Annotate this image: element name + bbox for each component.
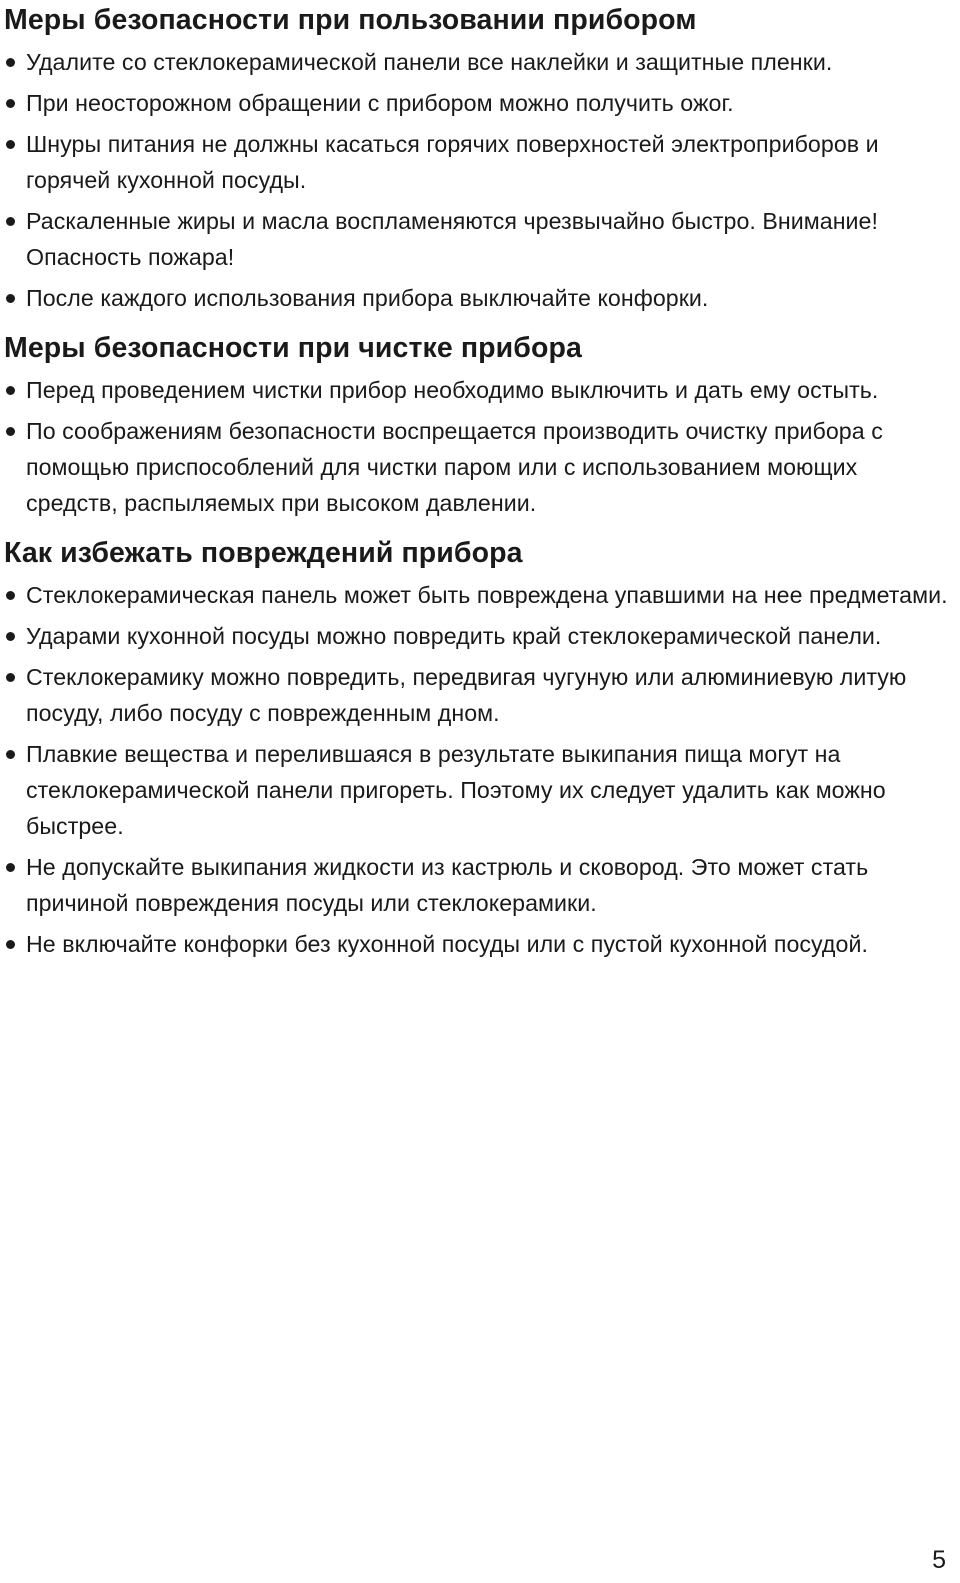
bullet-list	[4, 372, 954, 521]
bullet-icon	[6, 217, 15, 226]
section-usage-safety	[4, 2, 954, 316]
list-item	[4, 413, 954, 521]
list-item	[4, 372, 954, 408]
section-cleaning-safety	[4, 330, 954, 521]
list-item	[4, 659, 954, 731]
list-item	[4, 126, 954, 198]
list-item	[4, 577, 954, 613]
bullet-icon	[6, 294, 15, 303]
bullet-icon	[6, 863, 15, 872]
section-title: Меры безопасности при чистке прибора	[4, 332, 582, 364]
list-item	[4, 618, 954, 654]
list-item	[4, 280, 954, 316]
bullet-icon	[6, 750, 15, 759]
list-item	[4, 736, 954, 844]
bullet-icon	[6, 940, 15, 949]
list-item-text: Стеклокерамику можно повредить, передвигая чугуную или алюминиевую литую посуду, либо посуду с поврежденным дном.	[26, 664, 907, 726]
bullet-icon	[6, 99, 15, 108]
list-item-text: Ударами кухонной посуды можно повредить край стеклокерамической панели.	[26, 623, 882, 649]
bullet-list	[4, 44, 954, 316]
bullet-icon	[6, 591, 15, 600]
bullet-icon	[6, 673, 15, 682]
bullet-icon	[6, 632, 15, 641]
section-damage-prevention	[4, 535, 954, 962]
list-item-text: Плавкие вещества и перелившаяся в результате выкипания пища могут на стеклокерамической панели пригореть. Поэтому их следует удалить как можно быстрее.	[26, 741, 886, 839]
page-content	[4, 2, 954, 967]
list-item-text: Не допускайте выкипания жидкости из кастрюль и сковород. Это может стать причиной повреждения посуды или стеклокерамики.	[26, 854, 869, 916]
bullet-icon	[6, 140, 15, 149]
list-item	[4, 44, 954, 80]
list-item-text: После каждого использования прибора выключайте конфорки.	[26, 285, 709, 311]
section-title: Как избежать повреждений прибора	[4, 537, 523, 569]
list-item-text: Удалите со стеклокерамической панели все наклейки и защитные пленки.	[26, 49, 833, 75]
list-item	[4, 849, 954, 921]
page-number: 5	[932, 1546, 946, 1574]
list-item-text: Шнуры питания не должны касаться горячих поверхностей электроприборов и горячей кухонной посуды.	[26, 131, 879, 193]
list-item	[4, 926, 954, 962]
list-item-text: Не включайте конфорки без кухонной посуды или с пустой кухонной посудой.	[26, 931, 868, 957]
bullet-list	[4, 577, 954, 962]
list-item-text: При неосторожном обращении с прибором можно получить ожог.	[26, 90, 734, 116]
list-item-text: Раскаленные жиры и масла воспламеняются чрезвычайно быстро. Внимание! Опасность пожара!	[26, 208, 878, 270]
list-item-text: Перед проведением чистки прибор необходимо выключить и дать ему остыть.	[26, 377, 879, 403]
list-item-text: Стеклокерамическая панель может быть повреждена упавшими на нее предметами.	[26, 582, 948, 608]
list-item	[4, 203, 954, 275]
bullet-icon	[6, 58, 15, 67]
section-title: Меры безопасности при пользовании прибором	[4, 4, 697, 36]
bullet-icon	[6, 427, 15, 436]
bullet-icon	[6, 386, 15, 395]
list-item-text: По соображениям безопасности воспрещается производить очистку прибора с помощью приспособлений для чистки паром или с использованием моющих средств, распыляемых при высоком давлении.	[26, 418, 883, 516]
list-item	[4, 85, 954, 121]
